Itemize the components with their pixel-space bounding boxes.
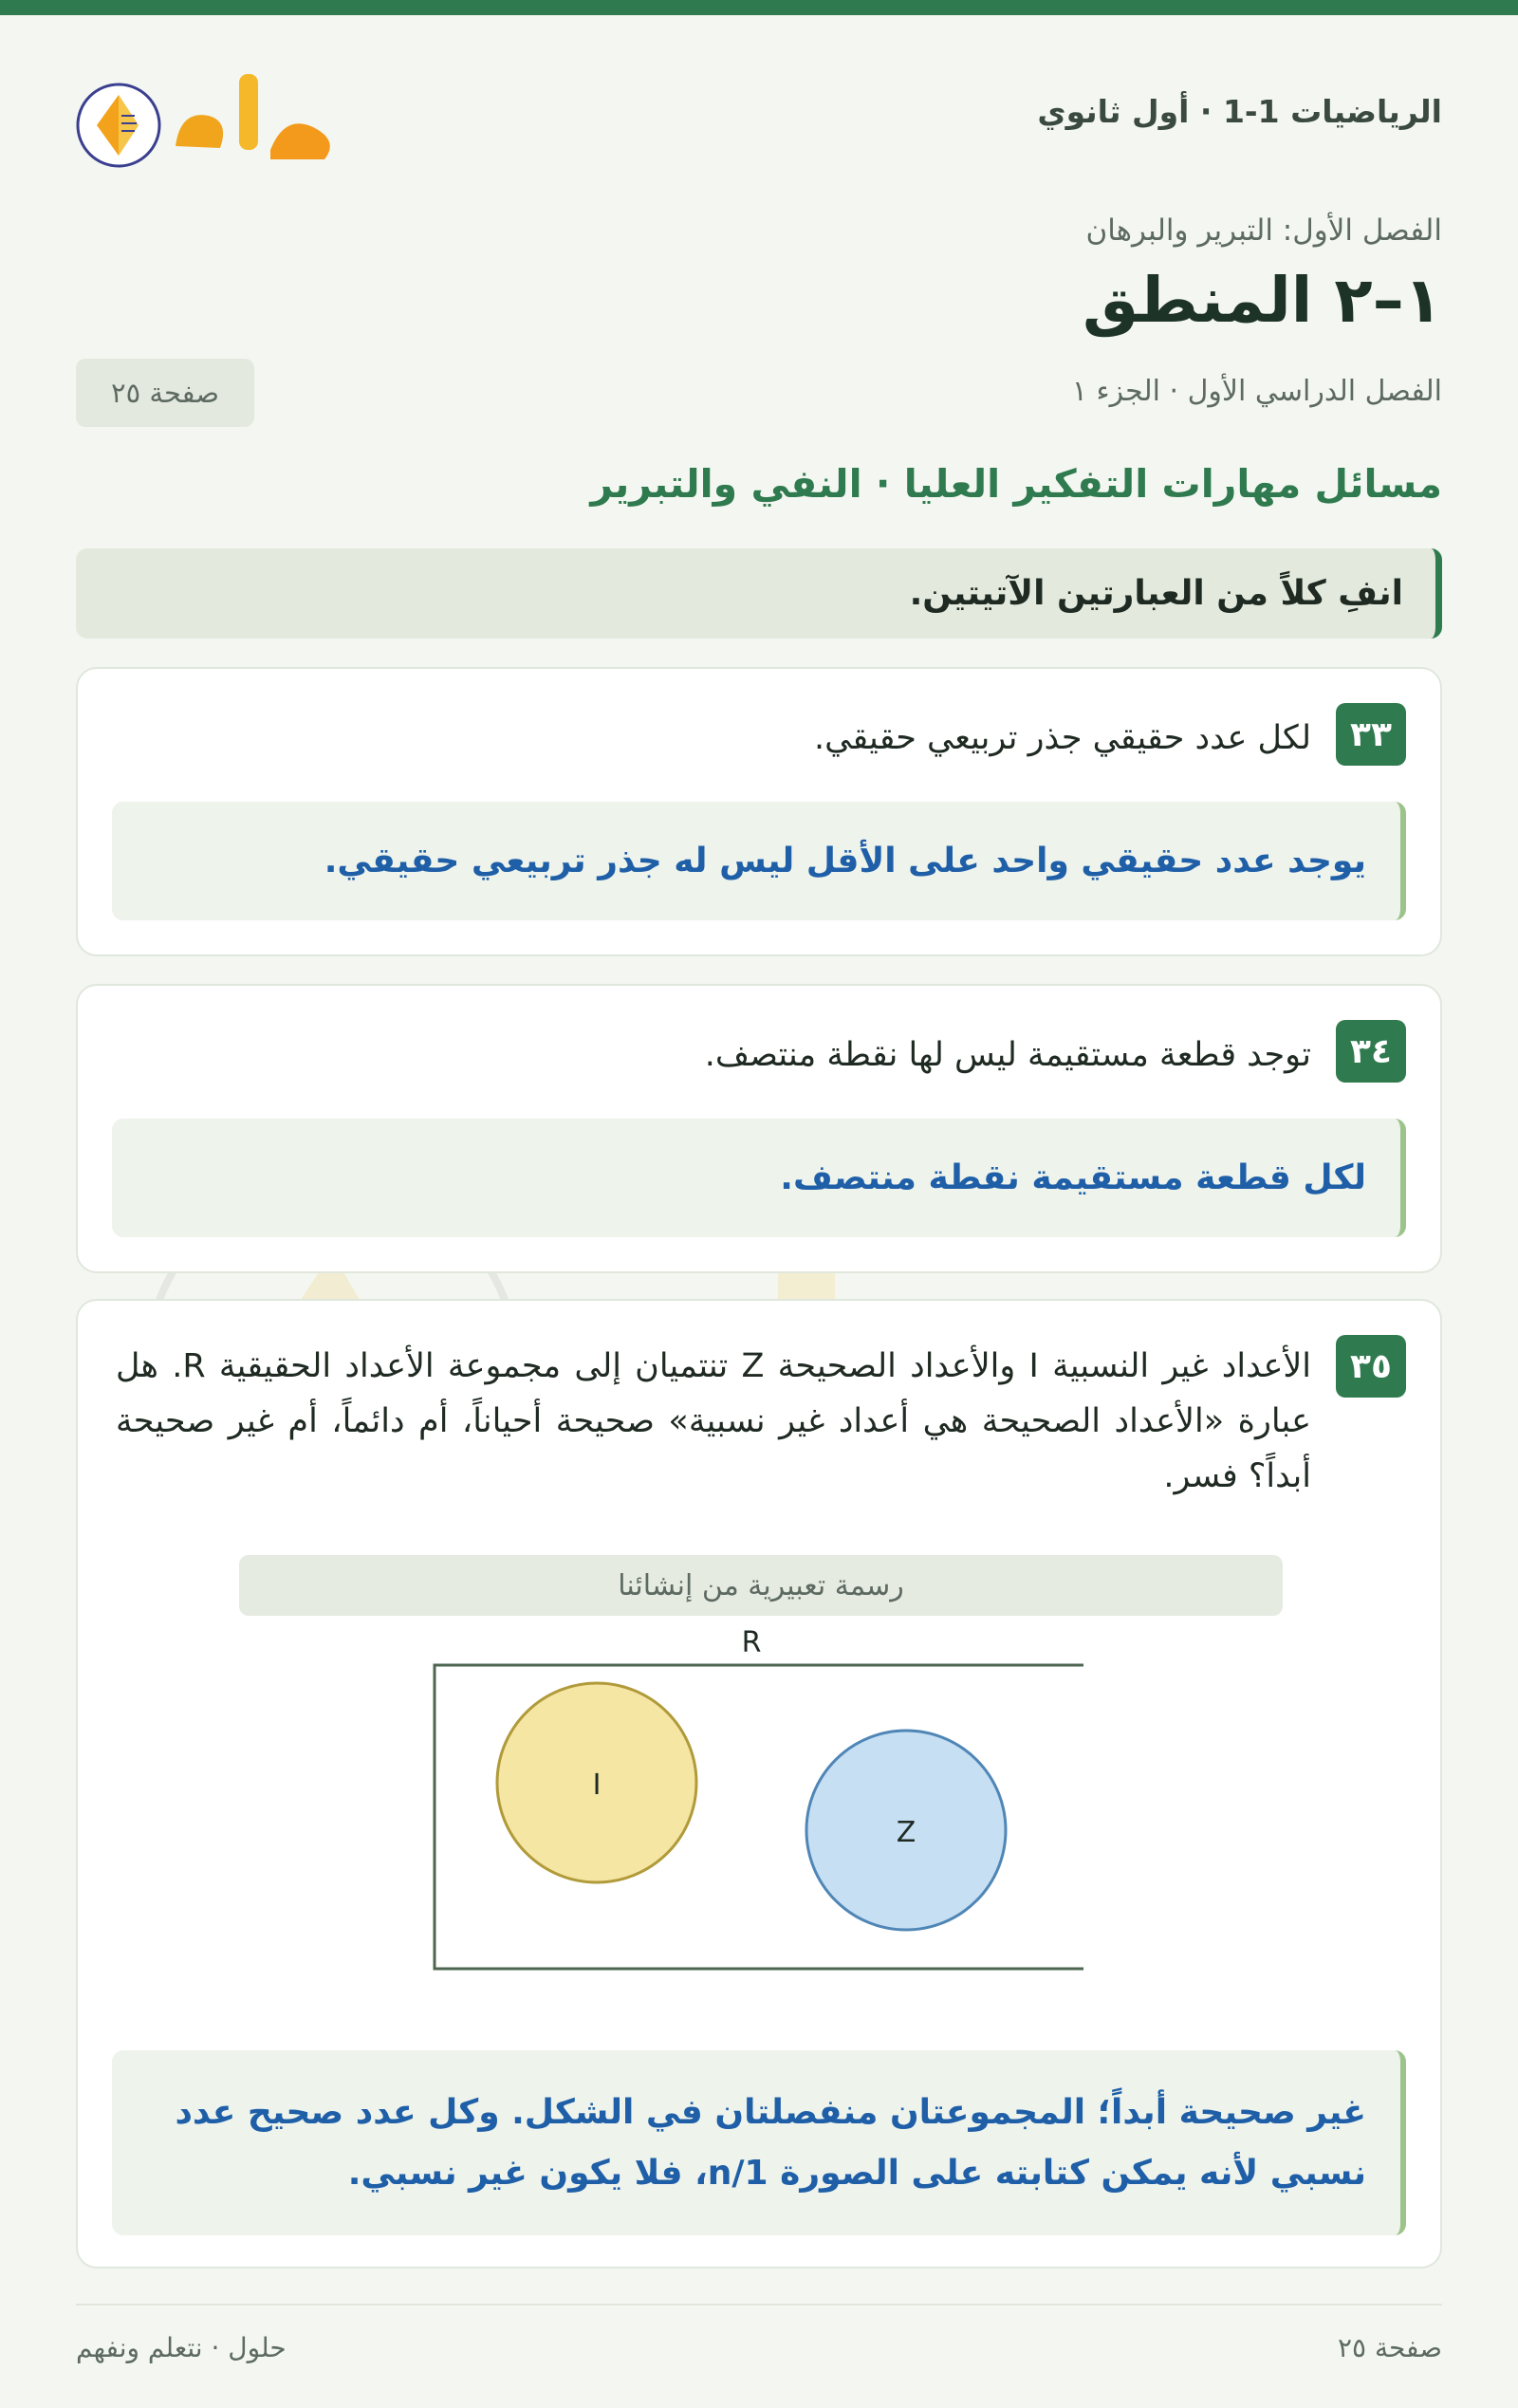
instruction-box bbox=[76, 548, 1442, 639]
hulool-logo bbox=[76, 61, 351, 175]
answer-text: لكل قطعة مستقيمة نقطة منتصف. bbox=[780, 1158, 1366, 1197]
top-accent-bar bbox=[0, 0, 1518, 15]
section-heading: مسائل مهارات التفكير العليا · النفي والتبرير bbox=[590, 461, 1442, 507]
venn-diagram bbox=[419, 1623, 1083, 1984]
question-text: توجد قطعة مستقيمة ليس لها نقطة منتصف. bbox=[704, 1036, 1311, 1074]
answer-text: يوجد عدد حقيقي واحد على الأقل ليس له جذر تربيعي حقيقي. bbox=[324, 841, 1366, 880]
answer-box bbox=[112, 802, 1406, 920]
question-number: ٣٥ bbox=[1336, 1335, 1406, 1398]
question-card-34 bbox=[76, 984, 1442, 1273]
instruction-text: انفِ كلاً من العبارتين الآتيتين. bbox=[909, 574, 1403, 613]
question-text: لكل عدد حقيقي جذر تربيعي حقيقي. bbox=[814, 719, 1311, 757]
answer-box bbox=[112, 1119, 1406, 1237]
lesson-title: ١–٢ المنطق bbox=[1083, 264, 1442, 337]
footer-divider bbox=[76, 2304, 1442, 2306]
question-card-33 bbox=[76, 667, 1442, 956]
set-i-label: I bbox=[592, 1769, 602, 1802]
footer-brand: حلول · نتعلم ونفهم bbox=[76, 2332, 287, 2363]
question-card-35 bbox=[76, 1299, 1442, 2269]
question-number: ٣٣ bbox=[1336, 703, 1406, 766]
page-header bbox=[76, 55, 1442, 188]
footer-page-number: صفحة ٢٥ bbox=[1337, 2332, 1442, 2363]
set-z-label: Z bbox=[896, 1816, 916, 1849]
page-badge: صفحة ٢٥ bbox=[76, 359, 254, 427]
question-text: الأعداد غير النسبية I والأعداد الصحيحة Z تنتميان إلى مجموعة الأعداد الحقيقية R. هل عبارة «الأعداد الصحيحة هي أعداد غير نسبية» صحيحة أحياناً، أم دائماً، أم غير صحيحة أبداً؟ فسر. bbox=[116, 1347, 1312, 1495]
book-title: الرياضيات 1-1 · أول ثانوي bbox=[1037, 93, 1442, 130]
figure-label: رسمة تعبيرية من إنشائنا bbox=[239, 1555, 1283, 1616]
universe-label: R bbox=[741, 1626, 762, 1659]
answer-text: غير صحيحة أبداً؛ المجموعتان منفصلتان في الشكل. وكل عدد صحيح عدد نسبي لأنه يمكن كتابته على الصورة n/1، فلا يكون غير نسبي. bbox=[175, 2092, 1366, 2193]
chapter-name: الفصل الأول: التبرير والبرهان bbox=[1085, 213, 1442, 248]
semester-info: الفصل الدراسي الأول · الجزء ١ bbox=[1071, 375, 1442, 408]
question-number: ٣٤ bbox=[1336, 1020, 1406, 1083]
answer-box bbox=[112, 2050, 1406, 2235]
